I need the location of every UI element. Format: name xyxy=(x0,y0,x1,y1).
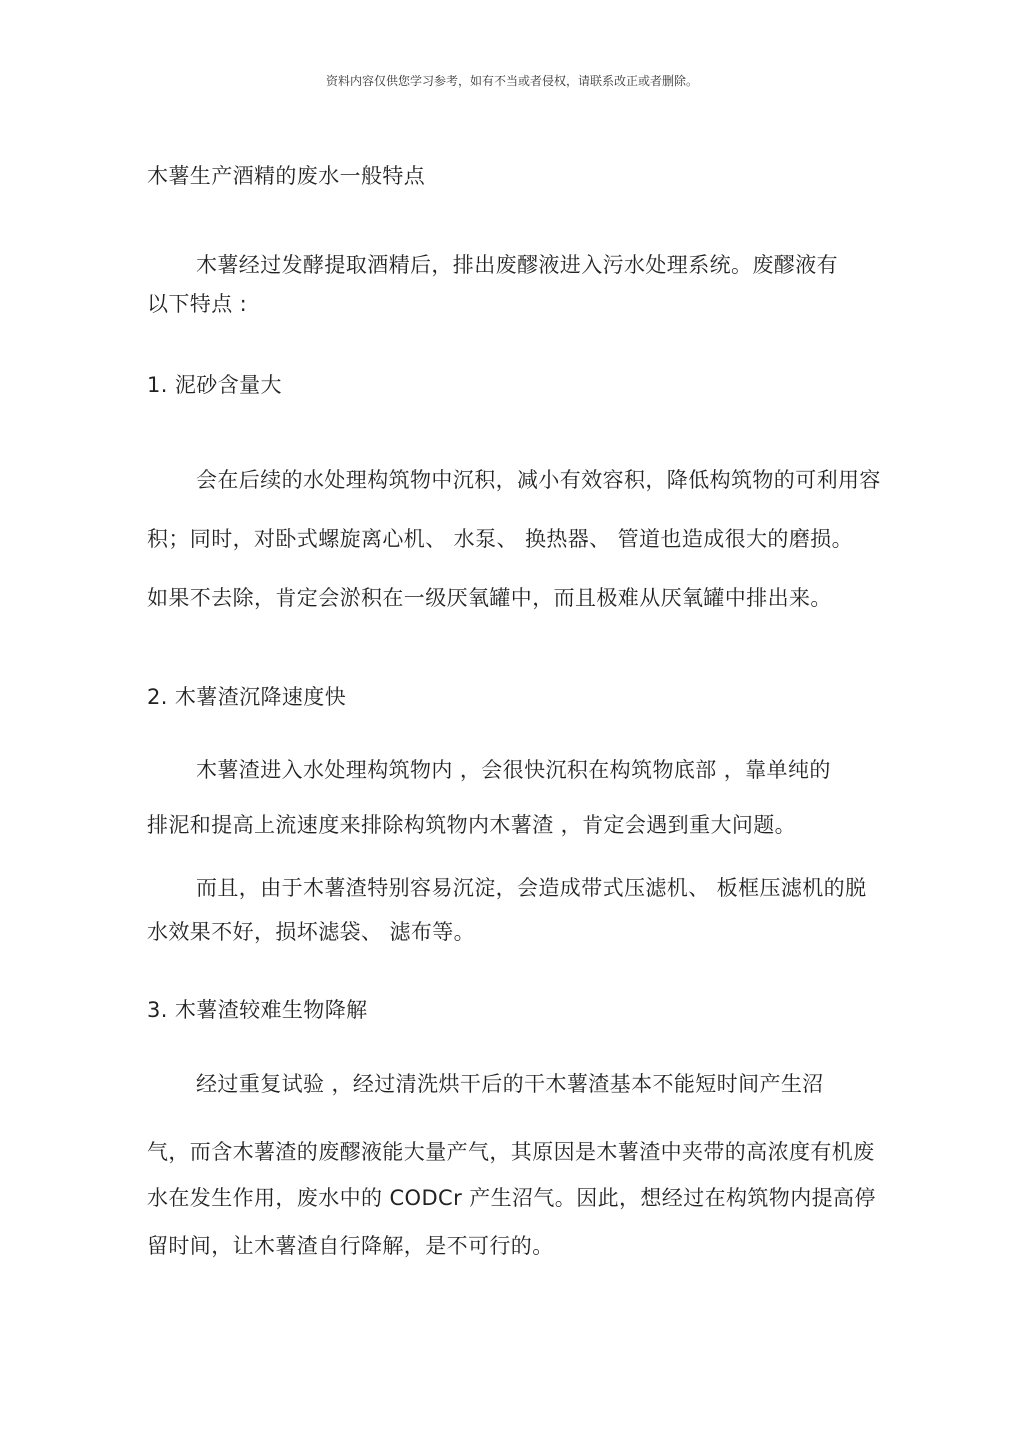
section-1-line-1: 会在后续的水处理构筑物中沉积，减小有效容积，降低构筑物的可利用容 xyxy=(196,468,881,492)
section-1-line-2: 积；同时，对卧式螺旋离心机、 水泵、 换热器、 管道也造成很大的磨损。 xyxy=(147,527,854,551)
section-2-para-1-line-2: 排泥和提高上流速度来排除构筑物内木薯渣 ，肯定会遇到重大问题。 xyxy=(147,813,797,837)
section-3-line-3: 水在发生作用，废水中的 CODCr 产生沼气。因此，想经过在构筑物内提高停 xyxy=(147,1186,876,1210)
header-note: 资料内容仅供您学习参考，如有不当或者侵权，请联系改正或者删除。 xyxy=(325,74,698,88)
section-1-heading: 1. 泥砂含量大 xyxy=(147,373,282,397)
section-2-para-2-line-1: 而且，由于木薯渣特别容易沉淀，会造成带式压滤机、 板框压滤机的脱 xyxy=(196,876,867,900)
intro-line-1: 木薯经过发酵提取酒精后，排出废醪液进入污水处理系统。废醪液有 xyxy=(196,253,838,277)
section-3-line-2: 气，而含木薯渣的废醪液能大量产气，其原因是木薯渣中夹带的高浓度有机废 xyxy=(147,1140,875,1164)
intro-line-2: 以下特点 : xyxy=(147,292,248,316)
section-3-line-1: 经过重复试验 ，经过清洗烘干后的干木薯渣基本不能短时间产生沼 xyxy=(196,1072,824,1096)
section-2-para-1-line-1: 木薯渣进入水处理构筑物内 ，会很快沉积在构筑物底部 ，靠单纯的 xyxy=(196,758,831,782)
section-2-para-2-line-2: 水效果不好，损坏滤袋、 滤布等。 xyxy=(147,920,476,944)
document-title: 木薯生产酒精的废水一般特点 xyxy=(147,164,426,188)
section-2-heading: 2. 木薯渣沉降速度快 xyxy=(147,685,347,709)
section-3-line-4: 留时间，让木薯渣自行降解，是不可行的。 xyxy=(147,1234,554,1258)
section-1-line-3: 如果不去除，肯定会淤积在一级厌氧罐中，而且极难从厌氧罐中排出来。 xyxy=(147,586,832,610)
section-3-heading: 3. 木薯渣较难生物降解 xyxy=(147,998,368,1022)
